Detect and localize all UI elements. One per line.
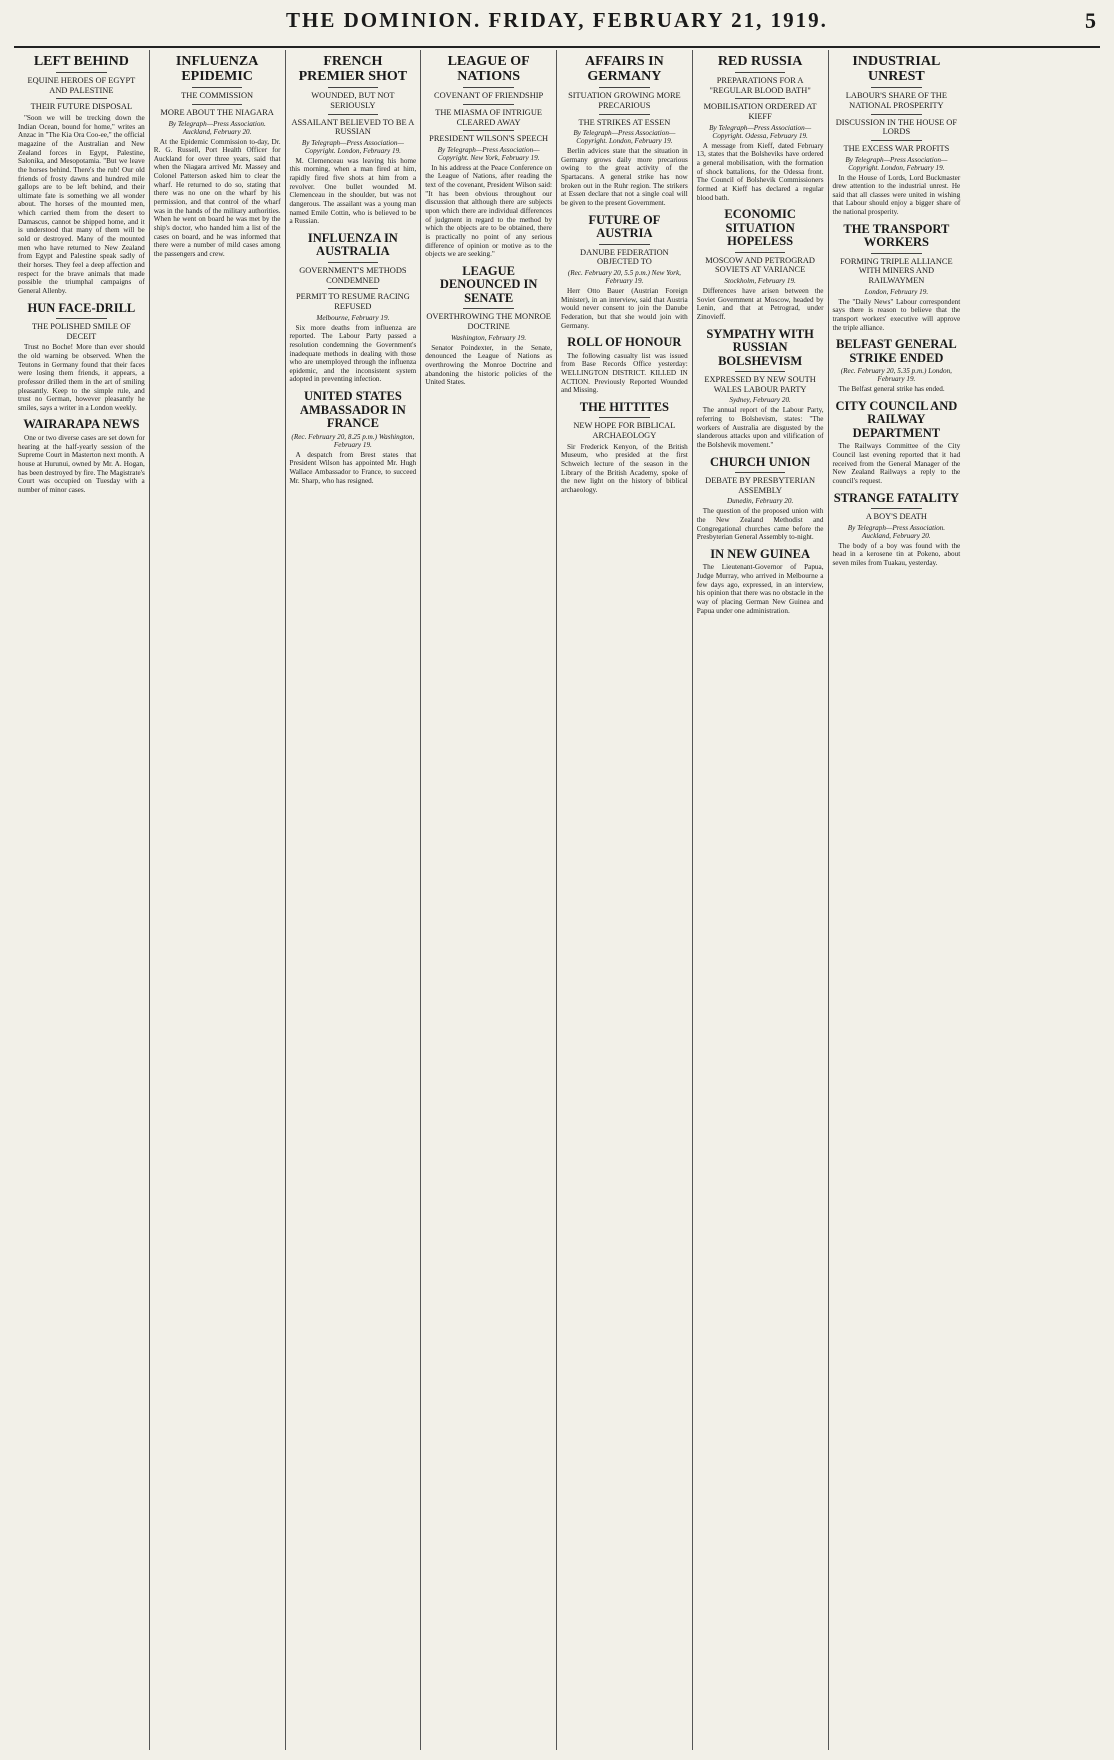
article-body: M. Clemenceau was leaving his home this morning, when a man fired at him, rapidly fired five shots at him from a revolver. One bullet wounded M. Clemenceau in the shoulder, but was not dangerous. The assailant was a young man named Emile Cottin, who is believed to be a Russian. [289,156,417,226]
column [150,50,286,1750]
divider [463,87,514,88]
article-headline: CITY COUNCIL AND RAILWAY DEPARTMENT [835,398,958,440]
divider [56,98,107,99]
article [697,456,824,542]
article-subheading: SITUATION GROWING MORE PRECARIOUS [568,91,681,110]
article-headline: ROLL OF HONOUR [567,335,682,350]
article-subheading: THE COMMISSION [181,91,254,101]
dateline: By Telegraph—Press Association—Copyright. Odessa, February 19. [709,123,812,140]
divider [735,252,786,253]
article [561,54,688,208]
divider [328,114,379,115]
divider [56,318,107,319]
divider [871,140,922,141]
article [561,214,688,331]
article-subheading: GOVERNMENT'S METHODS CONDEMNED [299,265,407,285]
article-body: The body of a boy was found with the head in a kerosene tin at Pokeno, about seven miles from Tuakau, yesterday. [832,541,961,568]
divider [463,104,514,105]
article-headline: AFFAIRS IN GERMANY [585,54,664,85]
article-subheading: PERMIT TO RESUME RACING REFUSED [295,292,410,311]
dateline: Sydney, February 20. [729,396,791,405]
article-body: Senator Poindexter, in the Senate, denounced the League of Nations as overthrowing the Monroe Doctrine and abandoning the historic policies of the United States. [425,343,552,387]
divider [871,508,922,509]
article-body: At the Epidemic Commission to-day, Dr. R. G. Russell, Port Health Officer for Auckland for over three years, said that when the Niagara arrived Mr. Massey and Colonel Patterson asked him to clear the wharf. He returned to do so, stating that there was no one on the wharf by his permission, and that control of the wharf was in the hands of the military authorities. When he went on board he was met by the ship's doctor, who handed him a list of the cases on board, and he was informed that there were a number of mild cases among the passengers and crew. [153,137,281,258]
article-body: The Belfast general strike has ended. [838,385,945,394]
article-subheading: DEBATE BY PRESBYTERIAN ASSEMBLY [705,476,816,495]
dateline: By Telegraph—Press Association—Copyright. London, February 19. [301,138,404,155]
divider [192,104,243,105]
article-subheading: MOSCOW AND PETROGRAD SOVIETS AT VARIANCE [705,255,815,275]
article-body: A despatch from Brest states that President Wilson has appointed Mr. Hugh Wallace Ambassador to France, to succeed Mr. Sharp, who has resigned. [289,450,417,485]
divider [871,87,922,88]
divider [599,417,650,418]
dateline: (Rec. February 20, 8.25 p.m.) Washington, February 19. [291,432,415,449]
article-headline: STRANGE FATALITY [833,490,960,505]
article-subheading: OVERTHROWING THE MONROE DOCTRINE [426,312,551,332]
article-subheading: PRESIDENT WILSON'S SPEECH [429,134,549,144]
divider [735,472,786,473]
article-subheading: THE POLISHED SMILE OF DECEIT [31,322,131,341]
dateline: By Telegraph—Press Association—Copyright. New York, February 19. [437,145,540,162]
article-subheading: COVENANT OF FRIENDSHIP [434,91,544,101]
article [833,338,961,394]
article-body: In the House of Lords, Lord Buckmaster drew attention to the industrial unrest. He said that all classes were united in wishing that Labour should enjoy a bigger share of the national prosperity. [832,173,961,217]
article-body: Sir Frederick Kenyon, of the British Museum, who presided at the first Schweich lecture of the season in the Library of the British Academy, spoke of the new light on the history of biblical archaeology. [561,442,688,494]
divider [328,87,379,88]
page-number: 5 [1085,8,1096,33]
article-headline: INDUSTRIAL UNREST [852,54,941,85]
article [833,54,961,217]
article-headline: FUTURE OF AUSTRIA [588,212,661,241]
article [18,418,145,494]
article-body: Herr Otto Bauer (Austrian Foreign Minister), in an interview, said that Austria would never consent to join the Danube Federation, but that she would join with Germany. [561,286,688,330]
masthead-title: THE DOMINION. FRIDAY, FEBRUARY 21, 1919. [286,8,828,32]
article [697,208,824,321]
article [561,336,688,395]
article-body: The "Daily News" Labour correspondent says there is reason to believe that the transport workers' executive will approve the triple alliance. [832,297,961,332]
divider [735,98,786,99]
dateline: By Telegraph—Press Association. Auckland, February 20. [168,119,266,136]
article-headline: HUN FACE-DRILL [27,300,136,315]
article [697,548,824,615]
article-headline: INFLUENZA EPIDEMIC [175,54,259,85]
column [286,50,422,1750]
article [697,328,824,450]
dateline: Dunedin, February 20. [726,497,794,506]
article-subheading: THEIR FUTURE DISPOSAL [30,102,133,112]
divider [328,262,379,263]
article-body: The question of the proposed union with the New Zealand Methodist and Congregational churches came before the Presbyterian General Assembly to-night. [696,507,824,542]
article-body: Six more deaths from influenza are reported. The Labour Party passed a resolution condemning the Government's inadequate methods in dealing with those who are unemployed through the influenza epidemic, and the inconsistent system adopted in preventing infection. [289,323,417,384]
article-subheading: FORMING TRIPLE ALLIANCE WITH MINERS AND RAILWAYMEN [840,256,953,286]
divider [463,130,514,131]
article-headline: UNITED STATES AMBASSADOR IN FRANCE [299,389,406,431]
dateline: (Rec. February 20, 5.5 p.m.) New York, February 19. [567,268,681,285]
article [290,390,417,485]
article-body: One or two diverse cases are set down for hearing at the half-yearly session of the Supreme Court in Masterton next month. A house at Hurunui, owned by Mr. A. Hogan, has been destroyed by fire. The Magistrate's Court was occupied on Tuesday with a number of minor cases. [18,433,145,494]
article-headline: INFLUENZA IN AUSTRALIA [307,230,398,259]
divider [56,72,107,73]
divider [463,308,514,309]
article-subheading: DANUBE FEDERATION OBJECTED TO [580,247,669,267]
dateline: Stockholm, February 19. [724,277,796,286]
dateline: (Rec. February 20, 5.35 p.m.) London, February 19. [840,367,952,384]
article [425,54,552,259]
article [290,232,417,384]
divider [192,87,243,88]
article-headline: FRENCH PREMIER SHOT [298,54,408,85]
article [425,265,552,387]
dateline: By Telegraph—Press Association—Copyright. London, February 19. [573,129,676,146]
article-subheading: EQUINE HEROES OF EGYPT AND PALESTINE [27,76,136,95]
article-headline: CHURCH UNION [709,454,811,469]
article-body: The Railways Committee of the City Council last evening reported that it had received from the General Manager of the New Zealand Railways a reply to the council's request. [832,442,961,485]
divider [735,371,786,372]
article-headline: THE TRANSPORT WORKERS [843,221,950,250]
article [833,400,961,486]
article-headline: THE HITTITES [579,399,670,414]
divider [871,114,922,115]
article-subheading: PREPARATIONS FOR A "REGULAR BLOOD BATH" [709,76,811,95]
divider [328,288,379,289]
article [833,492,961,568]
article-subheading: ASSAILANT BELIEVED TO BE A RUSSIAN [291,117,415,137]
divider [735,72,786,73]
column [693,50,829,1750]
article-headline: LEFT BEHIND [33,54,129,69]
article-subheading: THE EXCESS WAR PROFITS [843,143,950,153]
dateline: London, February 19. [864,287,929,296]
column [14,50,150,1750]
article-headline: BELFAST GENERAL STRIKE ENDED [835,337,957,365]
article-headline: LEAGUE OF NATIONS [447,54,530,85]
article-body: In his address at the Peace Conference on the League of Nations, after reading the text of the covenant, President Wilson said: "It has been obvious throughout our discussion that although there are subjects upon which there are individual differences of judgment in regard to the method by which the objects are to be obtained, there is practically no point of any serious difference of opinion or motive as to the objects we are seeking." [425,163,552,259]
article-subheading: LABOUR'S SHARE OF THE NATIONAL PROSPERITY [845,91,947,110]
dateline: Melbourne, February 19. [316,313,390,322]
article-subheading: THE MIASMA OF INTRIGUE CLEARED AWAY [435,107,543,127]
article-subheading: DISCUSSION IN THE HOUSE OF LORDS [835,117,958,137]
divider [599,114,650,115]
column [557,50,693,1750]
divider [871,253,922,254]
divider [599,87,650,88]
article [697,54,824,202]
dateline: By Telegraph—Press Association—Copyright. London, February 19. [845,155,948,172]
article [154,54,281,259]
article-body: A message from Kieff, dated February 13, states that the Bolsheviks have ordered a general mobilisation, with the formation of shock battalions, for the Odessa front. The Council of Bolshevik Commissioners formed at Kieff has declared a regular blood bath. [696,141,824,202]
dateline: By Telegraph—Press Association. Auckland, February 20. [847,523,946,540]
article-body: Differences have arisen between the Soviet Government at Moscow, headed by Lenin, and that at Petrograd, under Zinovieff. [696,287,824,321]
column [829,50,965,1750]
columns [14,50,1100,1750]
article-headline: SYMPATHY WITH RUSSIAN BOLSHEVISM [706,326,814,368]
article-body: The following casualty list was issued from Base Records Office yesterday: WELLINGTON DISTRICT. KILLED IN ACTION. Previously Reported Wounded and Missing. [561,351,688,395]
article-headline: LEAGUE DENOUNCED IN SENATE [439,263,538,305]
article [290,54,417,226]
masthead [14,6,1100,48]
article-subheading: MOBILISATION ORDERED AT KIEFF [703,102,817,122]
article-body: Trust no Boche! More than ever should the old warning be observed. When the Teutons in Germany found that their faces were losing them friends, it appears, a professor drilled them in the art of smiling pleasantly. Keep to the simple rule, and trust no German, however pleasantly he smiles, says a writer in a London weekly. [18,343,145,412]
column [421,50,557,1750]
article-headline: WAIRARAPA NEWS [23,417,140,432]
article-body: The annual report of the Labour Party, referring to Bolshevism, states: "The workers of Australia are disgusted by the slanderous attacks upon and vilification of the Bolshevik movement." [696,406,824,449]
article-body: Berlin advices state that the situation in Germany grows daily more precarious owing to the great activity of the Spartacans. A general strike has now broken out in the Ruhr region. The strikers at Essen declare that not a single coal will be given to the present Government. [561,147,688,208]
article [18,54,145,296]
article-body: "Soon we will be trecking down the Indian Ocean, bound for home," writes an Anzac in "The Kia Ora Coo-ee," the official magazine of the Australian and New Zealand forces in Egypt, Palestine, Salonika, and Mesopotamia. "But we leave the horses behind. There's the rub! Our old friends of frosty dawns and hundred mile gallops are to be left behind, and their ultimate fate is something we all wonder about. The horses of the mounted men, which carried them from the desert to Damascus, cannot be shipped home, and it is understood that many of them will be sold or destroyed. Many of the mounted men who have returned to New Zealand from Egypt and Palestine speak sadly of their horses. They feel a deep affection and respect for the brave animals that made possible the triumphal campaigns of General Allenby. [18,114,145,295]
article-body: The Lieutenant-Governor of Papua, Judge Murray, who arrived in Melbourne a few days ago, expressed, in an interview, his opinion that there was no obstacle in the way of placing German New Guinea and Papua under one administration. [696,563,824,615]
article-subheading: THE STRIKES AT ESSEN [578,117,671,127]
divider [599,244,650,245]
article-headline: IN NEW GUINEA [710,546,811,561]
article-subheading: A BOY'S DEATH [865,512,927,522]
article-subheading: MORE ABOUT THE NIAGARA [160,107,274,117]
article-subheading: NEW HOPE FOR BIBLICAL ARCHAEOLOGY [573,421,676,441]
article-subheading: WOUNDED, BUT NOT SERIOUSLY [311,91,395,110]
article-subheading: EXPRESSED BY NEW SOUTH WALES LABOUR PARTY [704,375,816,394]
article-headline: RED RUSSIA [717,54,803,69]
article [18,302,145,413]
article [561,401,688,495]
dateline: Washington, February 19. [451,333,527,342]
article-headline: ECONOMIC SITUATION HOPELESS [724,207,796,249]
article [833,223,961,333]
